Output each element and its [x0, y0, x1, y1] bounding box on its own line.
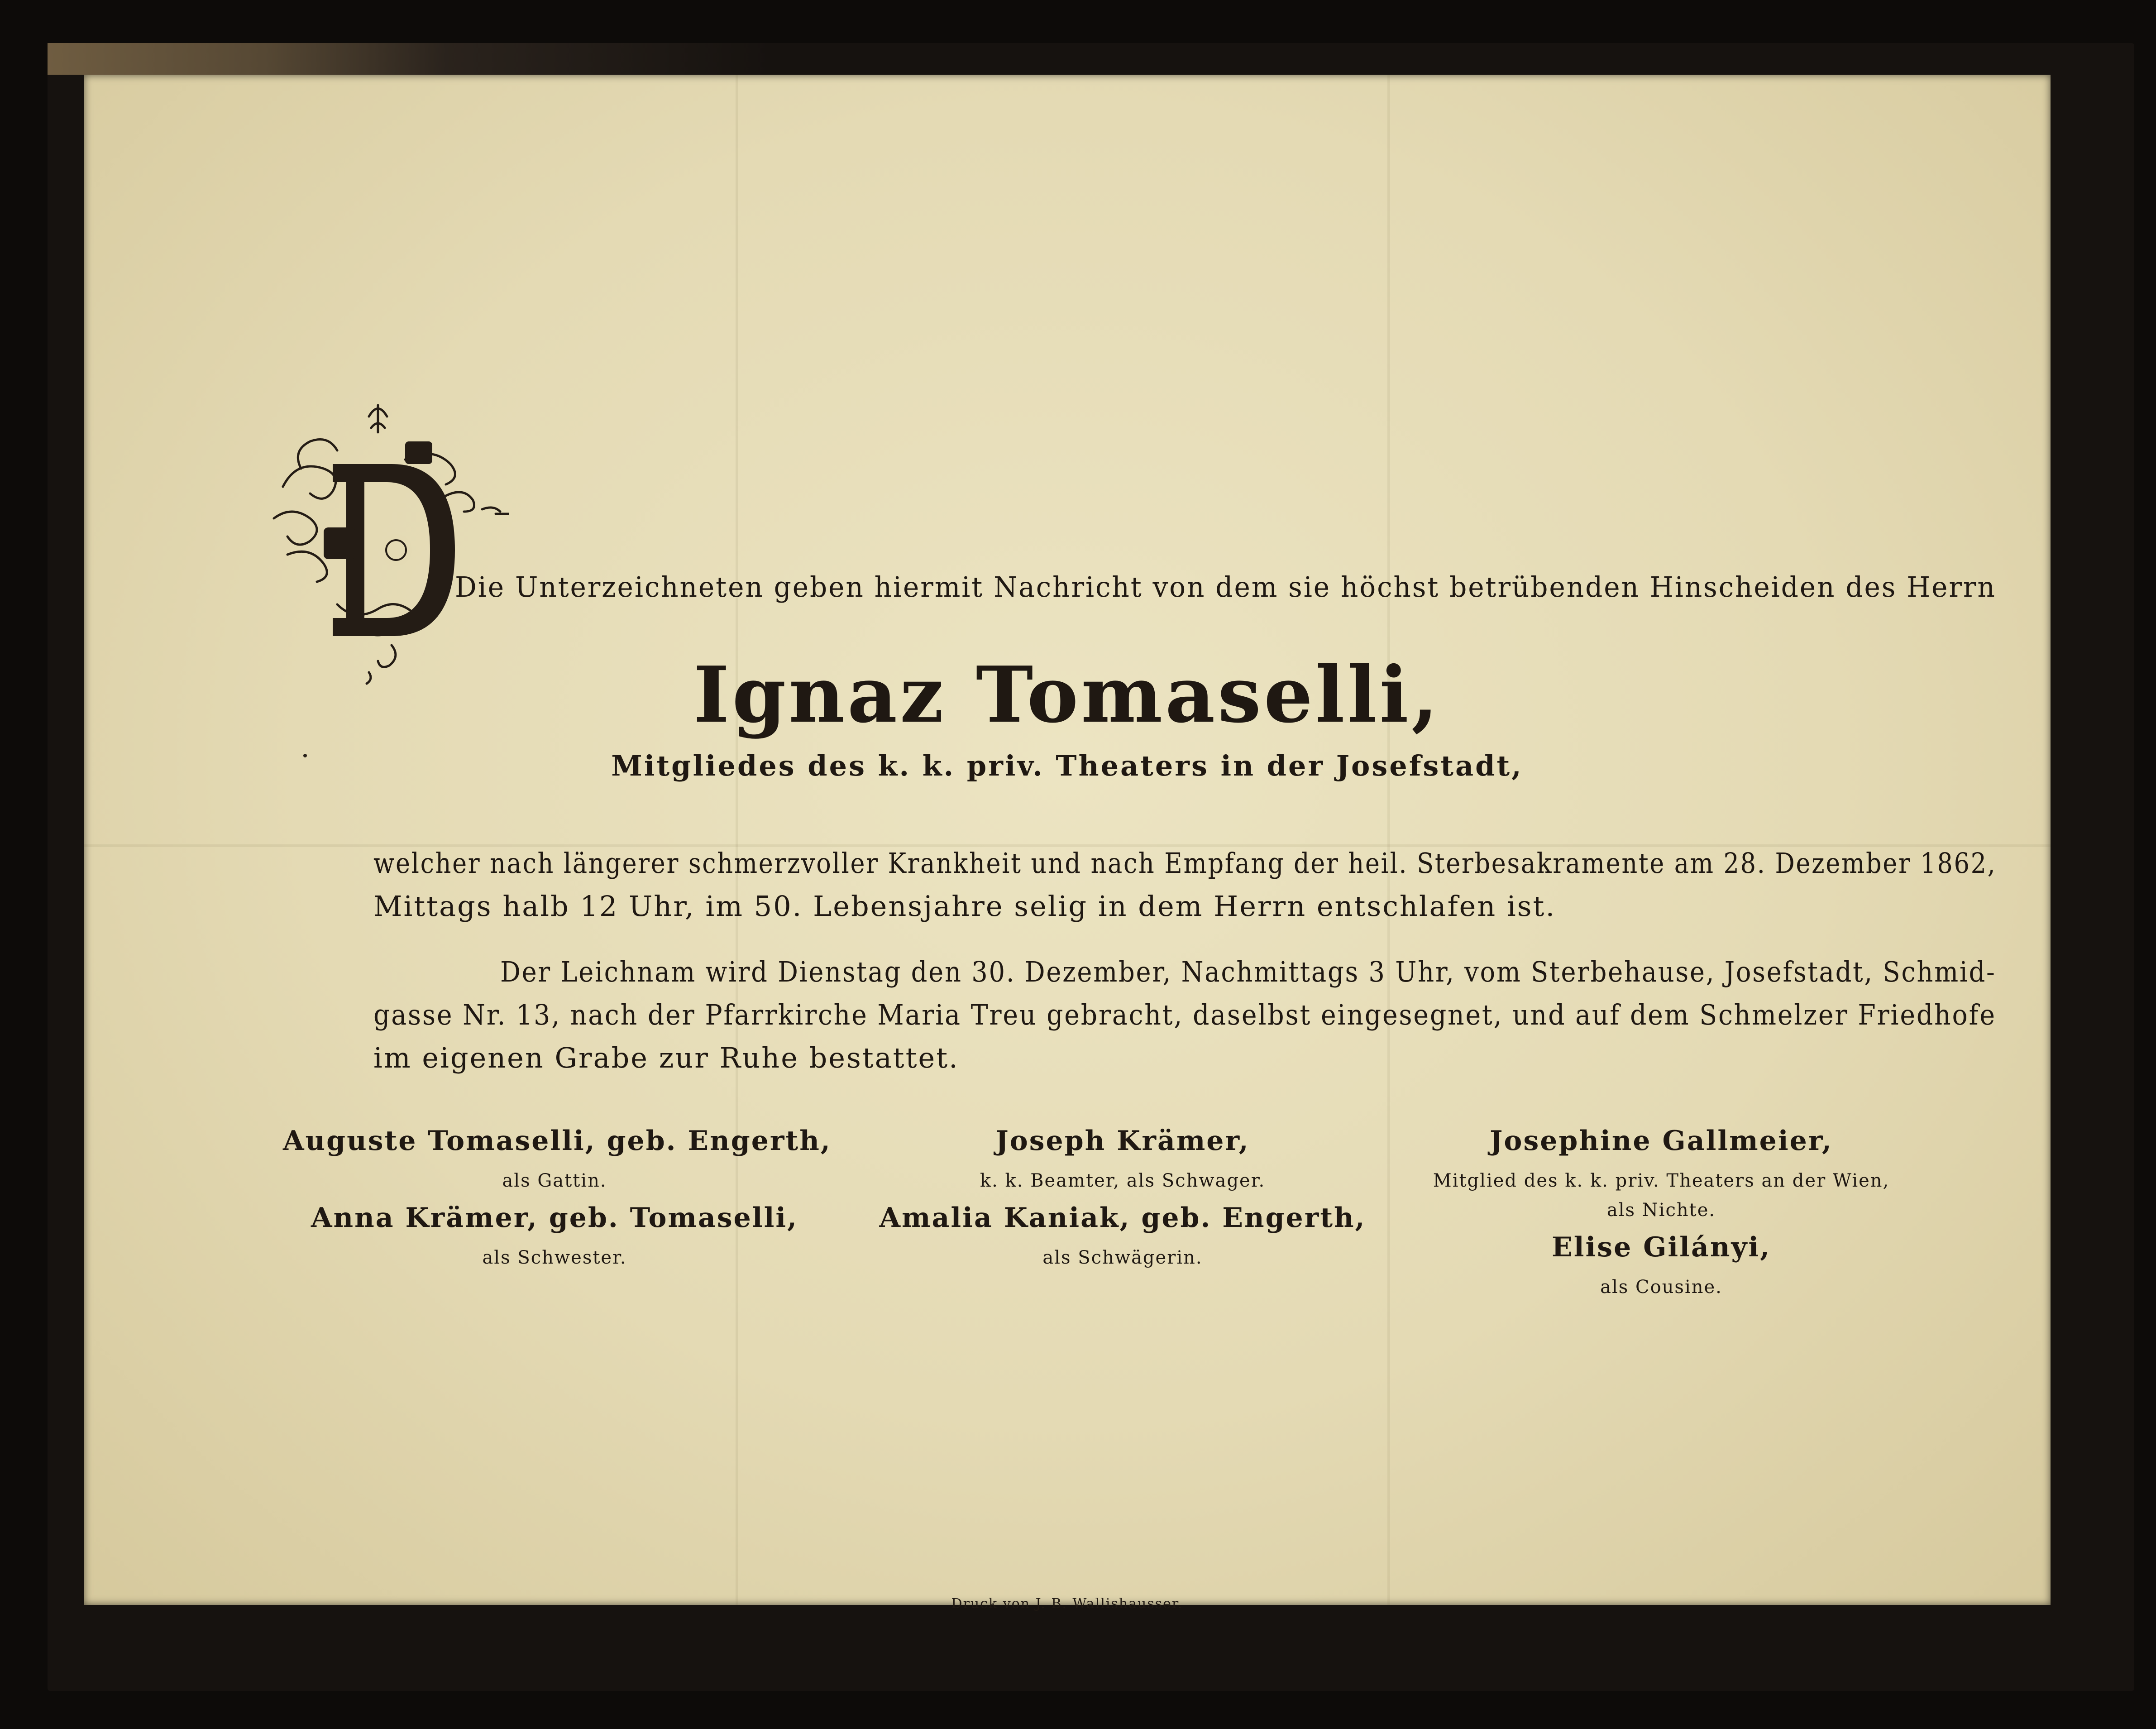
intro-text: Die Unterzeichneten geben hiermit Nachricht von dem sie höchst betrübenden Hinscheiden des Herrn [455, 570, 1996, 603]
signatory-role: Mitglied des k. k. priv. Theaters an der Wien, [1433, 1170, 1890, 1191]
fold-line [1387, 75, 1390, 1605]
signatory-name: Joseph Krämer, [995, 1125, 1250, 1157]
signatory-role: als Cousine. [1600, 1277, 1722, 1298]
deceased-name: Ignaz Tomaselli, [693, 650, 1441, 740]
signatory-role: als Gattin. [502, 1170, 607, 1191]
paragraph-line: im eigenen Grabe zur Ruhe bestattet. [373, 1041, 959, 1074]
signatory-name: Amalia Kaniak, geb. Engerth, [879, 1202, 1366, 1234]
signatory-name: Auguste Tomaselli, geb. Engerth, [283, 1125, 832, 1157]
deceased-title: Mitgliedes des k. k. priv. Theaters in der Josefstadt, [611, 749, 1523, 782]
signatory-role: als Schwägerin. [1042, 1247, 1203, 1268]
printer-imprint: Druck von J. B. Wallishausser. [951, 1596, 1183, 1612]
paragraph-line: Der Leichnam wird Dienstag den 30. Dezember, Nachmittags 3 Uhr, vom Sterbehause, Josefstadt, Schmid- [500, 955, 1996, 988]
signatory-name: Anna Krämer, geb. Tomaselli, [311, 1202, 798, 1234]
death-notice-sheet [84, 75, 2051, 1612]
signatory-role: k. k. Beamter, als Schwager. [980, 1170, 1266, 1191]
signatory-name: Josephine Gallmeier, [1490, 1125, 1833, 1157]
signatory-name: Elise Gilányi, [1551, 1231, 1771, 1263]
paragraph-line: Mittags halb 12 Uhr, im 50. Lebensjahre selig in dem Herrn entschlafen ist. [373, 890, 1556, 923]
worn-edge [48, 43, 772, 75]
fold-line [736, 75, 738, 1605]
paragraph-line: welcher nach längerer schmerzvoller Krankheit und nach Empfang der heil. Sterbesakramente am 28. Dezember 1862, [373, 847, 1997, 880]
ink-speck [303, 754, 307, 757]
ornamental-initial-icon [256, 392, 509, 690]
signatory-role: als Nichte. [1606, 1200, 1716, 1221]
paragraph-line: gasse Nr. 13, nach der Pfarrkirche Maria Treu gebracht, daselbst eingesegnet, und auf dem Schmelzer Friedhofe [373, 998, 1996, 1031]
signatory-role: als Schwester. [482, 1247, 627, 1268]
